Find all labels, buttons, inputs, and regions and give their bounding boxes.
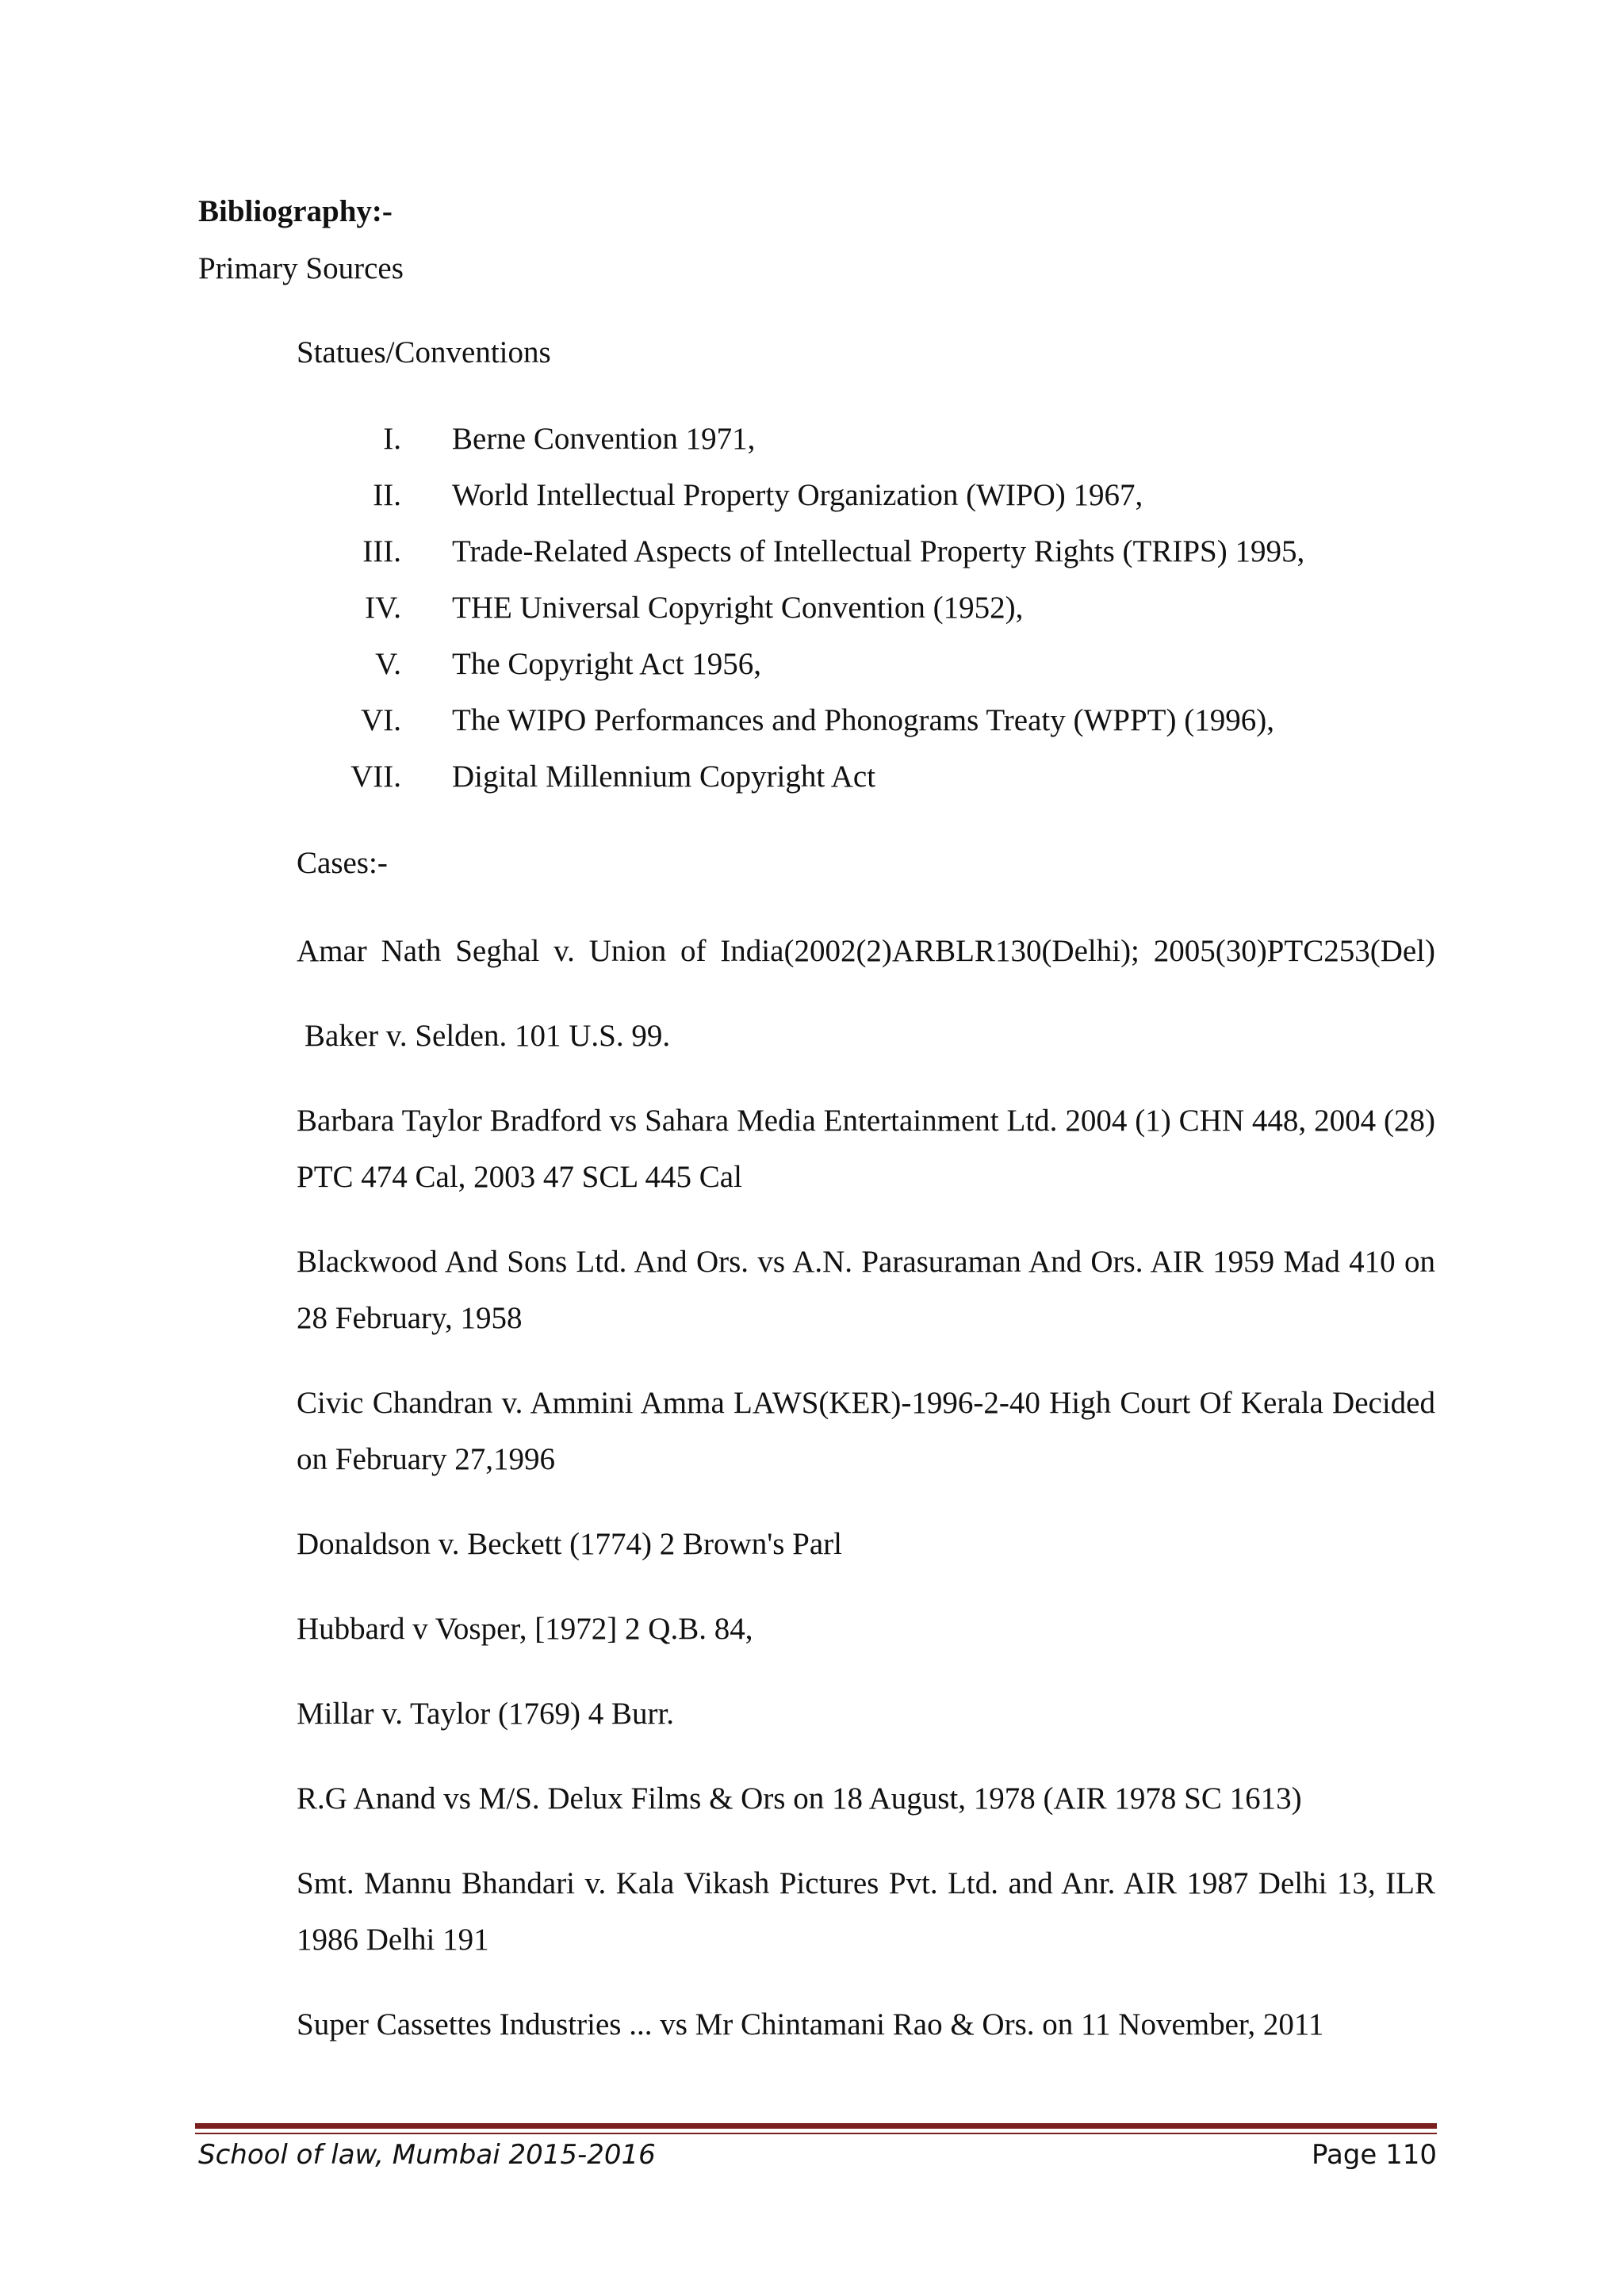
case-entry: Hubbard v Vosper, [1972] 2 Q.B. 84,: [297, 1612, 753, 1646]
statute-item: [297, 586, 1446, 642]
statute-item: [297, 755, 1446, 811]
primary-sources-subheading: Primary Sources: [198, 251, 404, 285]
case-entry: Smt. Mannu Bhandari v. Kala Vikash Pictures Pvt. Ltd. and Anr. AIR 1987 Delhi 13, ILR 1986 Delhi 191: [297, 1866, 1435, 1957]
case-entry: Civic Chandran v. Ammini Amma LAWS(KER)-1996-2-40 High Court Of Kerala Decided on February 27,1996: [297, 1386, 1435, 1476]
case-entry: Super Cassettes Industries ... vs Mr Chintamani Rao & Ors. on 11 November, 2011: [297, 2007, 1324, 2042]
case-entry: Baker v. Selden. 101 U.S. 99.: [304, 1019, 671, 1053]
statute-text: Digital Millennium Copyright Act: [452, 760, 876, 794]
statute-item: [297, 642, 1446, 698]
statute-number: II.: [373, 478, 401, 512]
statutes-list: [297, 417, 1446, 811]
statute-number: III.: [362, 534, 401, 568]
cases-list: [297, 923, 1435, 2081]
case-entry: Barbara Taylor Bradford vs Sahara Media Entertainment Ltd. 2004 (1) CHN 448, 2004 (28) PTC 474 Cal, 2003 47 SCL 445 Cal: [297, 1104, 1435, 1194]
bibliography-heading: Bibliography:-: [198, 194, 393, 228]
case-entry: Amar Nath Seghal v. Union of India(2002(2)ARBLR130(Delhi); 2005(30)PTC253(Del): [297, 934, 1435, 968]
case-entry: Donaldson v. Beckett (1774) 2 Brown's Parl: [297, 1527, 842, 1561]
statute-number: VII.: [350, 760, 401, 794]
statute-number: IV.: [365, 591, 401, 625]
footer-divider: [195, 2123, 1437, 2129]
statute-number: V.: [375, 647, 401, 681]
statute-text: Berne Convention 1971,: [452, 422, 756, 456]
statute-number: VI.: [361, 703, 401, 737]
statute-item: [297, 473, 1446, 530]
statute-item: [297, 698, 1446, 755]
case-entry: Millar v. Taylor (1769) 4 Burr.: [297, 1697, 675, 1731]
footer-divider-thin: [195, 2133, 1437, 2134]
statutes-section-title: Statues/Conventions: [297, 335, 551, 369]
statute-number: I.: [383, 422, 401, 456]
statute-text: The Copyright Act 1956,: [452, 647, 761, 681]
statute-item: [297, 530, 1446, 586]
footer-institution: School of law, Mumbai 2015-2016: [198, 2139, 656, 2171]
cases-section-title: Cases:-: [297, 846, 388, 880]
statute-text: The WIPO Performances and Phonograms Treaty (WPPT) (1996),: [452, 703, 1274, 737]
case-entry: R.G Anand vs M/S. Delux Films & Ors on 18 August, 1978 (AIR 1978 SC 1613): [297, 1781, 1302, 1816]
statute-text: Trade-Related Aspects of Intellectual Property Rights (TRIPS) 1995,: [452, 534, 1305, 568]
footer-page-number: Page 110: [1311, 2139, 1437, 2171]
statute-text: THE Universal Copyright Convention (1952),: [452, 591, 1024, 625]
statute-text: World Intellectual Property Organization (WIPO) 1967,: [452, 478, 1143, 512]
statute-item: [297, 417, 1446, 473]
case-entry: Blackwood And Sons Ltd. And Ors. vs A.N. Parasuraman And Ors. AIR 1959 Mad 410 on 28 February, 1958: [297, 1245, 1435, 1335]
